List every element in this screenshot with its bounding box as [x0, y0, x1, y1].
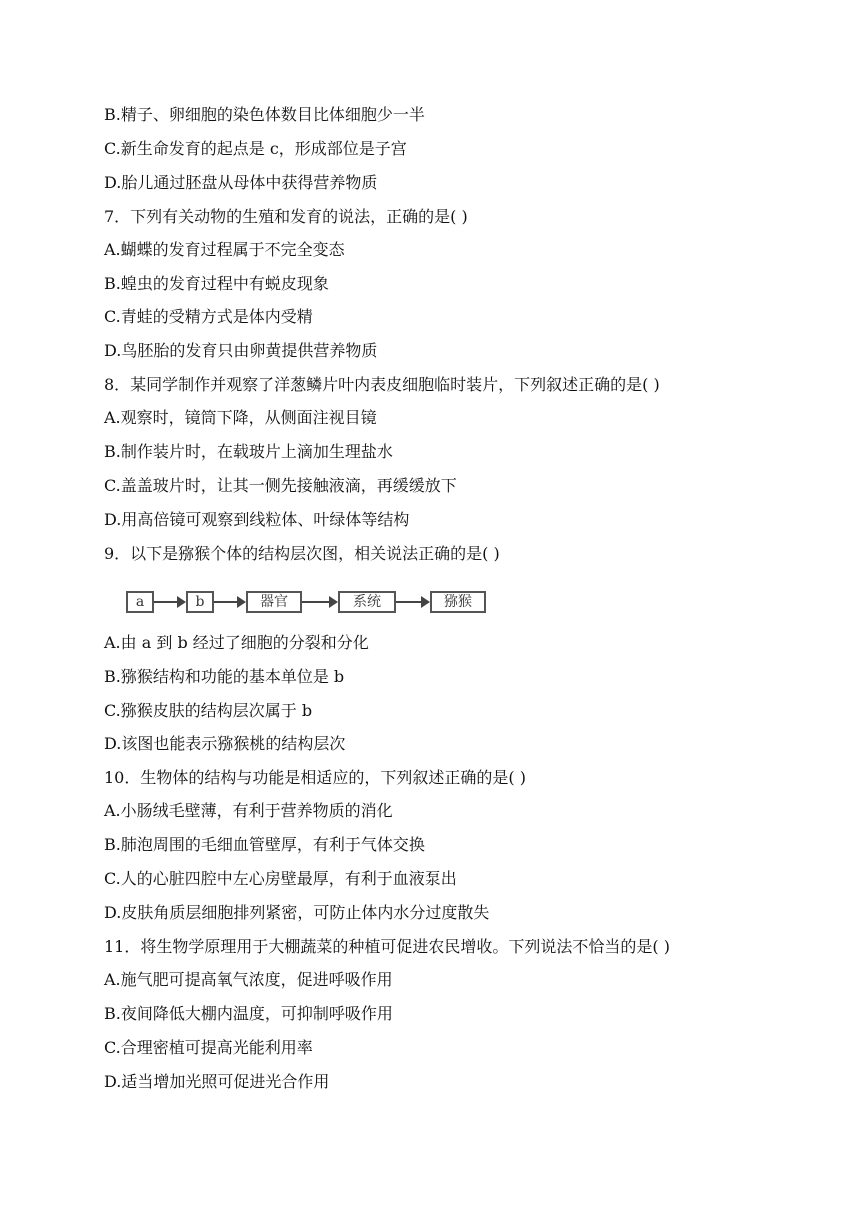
question-10: 10．生物体的结构与功能是相适应的，下列叙述正确的是( ): [104, 768, 526, 787]
diagram-box-monkey: 猕猴: [430, 591, 486, 613]
arrow-icon: [396, 601, 428, 603]
diagram-box-system: 系统: [338, 591, 396, 613]
question-9: 9．以下是猕猴个体的结构层次图，相关说法正确的是( ): [104, 544, 500, 563]
option-7c: C.青蛙的受精方式是体内受精: [104, 307, 313, 326]
option-10d: D.皮肤角质层细胞排列紧密，可防止体内水分过度散失: [104, 903, 490, 922]
option-7b: B.蝗虫的发育过程中有蜕皮现象: [104, 274, 329, 293]
option-10a: A.小肠绒毛壁薄，有利于营养物质的消化: [104, 801, 393, 820]
diagram-box-b: b: [186, 591, 214, 613]
option-8c: C.盖盖玻片时，让其一侧先接触液滴，再缓缓放下: [104, 476, 457, 495]
option-11c: C.合理密植可提高光能利用率: [104, 1038, 313, 1057]
text-line: C.新生命发育的起点是 c，形成部位是子宫: [104, 139, 407, 158]
option-9b: B.猕猴结构和功能的基本单位是 b: [104, 667, 345, 686]
option-8d: D.用高倍镜可观察到线粒体、叶绿体等结构: [104, 510, 410, 529]
arrow-icon: [214, 601, 244, 603]
option-7a: A.蝴蝶的发育过程属于不完全变态: [104, 240, 345, 259]
option-8b: B.制作装片时，在载玻片上滴加生理盐水: [104, 442, 393, 461]
option-10c: C.人的心脏四腔中左心房壁最厚，有利于血液泵出: [104, 869, 457, 888]
structure-level-diagram: [126, 588, 486, 618]
arrow-icon: [302, 601, 336, 603]
diagram-box-organ: 器官: [246, 591, 302, 613]
option-9a: A.由 a 到 b 经过了细胞的分裂和分化: [104, 633, 369, 652]
text-line: D.胎儿通过胚盘从母体中获得营养物质: [104, 173, 378, 192]
option-8a: A.观察时，镜筒下降，从侧面注视目镜: [104, 408, 377, 427]
question-8: 8．某同学制作并观察了洋葱鳞片叶内表皮细胞临时装片，下列叙述正确的是( ): [104, 375, 660, 394]
text-line: B.精子、卵细胞的染色体数目比体细胞少一半: [104, 105, 425, 124]
question-7: 7．下列有关动物的生殖和发育的说法，正确的是( ): [104, 207, 468, 226]
option-9d: D.该图也能表示猕猴桃的结构层次: [104, 734, 346, 753]
option-7d: D.鸟胚胎的发育只由卵黄提供营养物质: [104, 341, 378, 360]
arrow-icon: [154, 601, 184, 603]
option-10b: B.肺泡周围的毛细血管壁厚，有利于气体交换: [104, 835, 425, 854]
option-11d: D.适当增加光照可促进光合作用: [104, 1072, 330, 1091]
diagram-box-a: a: [126, 591, 154, 613]
question-11: 11．将生物学原理用于大棚蔬菜的种植可促进农民增收。下列说法不恰当的是( ): [104, 937, 670, 956]
option-9c: C.猕猴皮肤的结构层次属于 b: [104, 701, 313, 720]
option-11b: B.夜间降低大棚内温度，可抑制呼吸作用: [104, 1004, 393, 1023]
option-11a: A.施气肥可提高氧气浓度，促进呼吸作用: [104, 970, 393, 989]
